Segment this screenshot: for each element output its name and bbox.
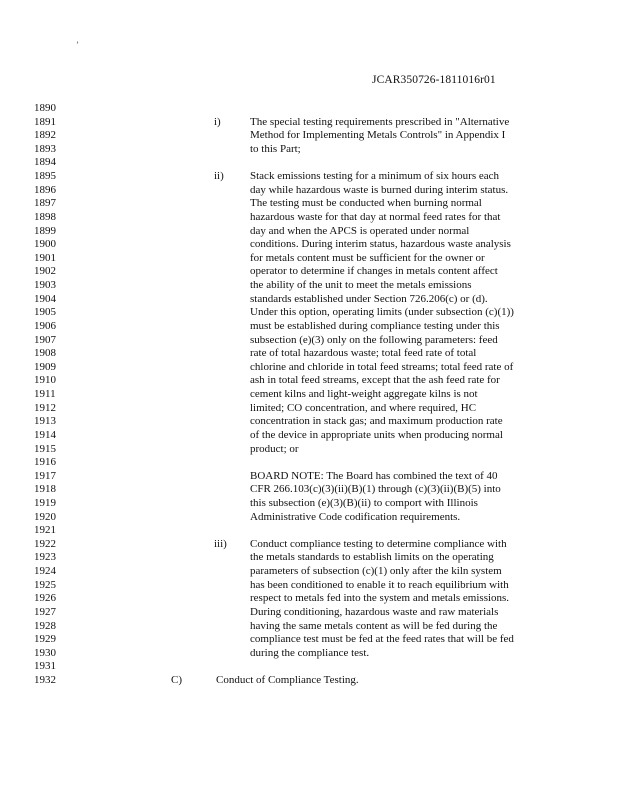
line-text: cement kilns and light-weight aggregate kilns is not xyxy=(250,388,478,401)
line-number: 1894 xyxy=(34,156,56,169)
line-number: 1905 xyxy=(34,306,56,319)
line-text: parameters of subsection (c)(1) only after the kiln system xyxy=(250,565,502,578)
line-text: ash in total feed streams, except that the ash feed rate for xyxy=(250,374,500,387)
line-text: Under this option, operating limits (under subsection (c)(1)) xyxy=(250,306,514,319)
line-text: concentration in stack gas; and maximum production rate xyxy=(250,415,503,428)
line-text: standards established under Section 726.206(c) or (d). xyxy=(250,292,488,305)
line-number: 1922 xyxy=(34,537,56,550)
text-line xyxy=(0,197,618,211)
line-text: must be established during compliance testing under this xyxy=(250,319,500,332)
line-number: 1899 xyxy=(34,224,56,237)
line-text: chlorine and chloride in total feed streams; total feed rate of xyxy=(250,360,514,373)
line-text: has been conditioned to enable it to reach equilibrium with xyxy=(250,578,509,591)
line-text: Administrative Code codification requirements. xyxy=(250,510,461,523)
line-number: 1892 xyxy=(34,129,56,142)
line-number: 1910 xyxy=(34,374,56,387)
text-line xyxy=(0,402,618,416)
line-number: 1928 xyxy=(34,619,56,632)
line-text: having the same metals content as will be fed during the xyxy=(250,619,498,632)
line-text: Method for Implementing Metals Controls" in Appendix I xyxy=(250,129,506,142)
line-number: 1917 xyxy=(34,469,56,482)
text-line xyxy=(0,647,618,661)
subsection-label: ii) xyxy=(214,170,224,183)
text-line xyxy=(0,674,618,688)
text-line xyxy=(0,592,618,606)
line-text: hazardous waste for that day at normal feed rates for that xyxy=(250,210,501,223)
text-line xyxy=(0,102,618,116)
subsection-label: i) xyxy=(214,115,221,128)
line-number: 1912 xyxy=(34,401,56,414)
line-number: 1901 xyxy=(34,251,56,264)
line-text: BOARD NOTE: The Board has combined the text of 40 xyxy=(250,469,498,482)
line-text: day while hazardous waste is burned during interim status. xyxy=(250,183,509,196)
line-number: 1902 xyxy=(34,265,56,278)
text-line xyxy=(0,374,618,388)
line-number: 1926 xyxy=(34,592,56,605)
line-text: operator to determine if changes in metals content affect xyxy=(250,265,498,278)
line-text: Conduct compliance testing to determine compliance with xyxy=(250,537,507,550)
text-line xyxy=(0,143,618,157)
line-text: the ability of the unit to meet the metals emissions xyxy=(250,279,472,292)
line-number: 1896 xyxy=(34,183,56,196)
line-number: 1900 xyxy=(34,238,56,251)
text-line xyxy=(0,633,618,647)
text-line xyxy=(0,156,618,170)
line-text: limited; CO concentration, and where required, HC xyxy=(250,401,477,414)
line-number: 1909 xyxy=(34,360,56,373)
text-line xyxy=(0,524,618,538)
line-number: 1929 xyxy=(34,633,56,646)
line-text: The special testing requirements prescribed in "Alternative xyxy=(250,115,510,128)
line-text: the metals standards to establish limits on the operating xyxy=(250,551,494,564)
line-number: 1897 xyxy=(34,197,56,210)
text-line xyxy=(0,293,618,307)
line-number: 1908 xyxy=(34,347,56,360)
line-number: 1916 xyxy=(34,456,56,469)
line-number: 1914 xyxy=(34,428,56,441)
text-line xyxy=(0,470,618,484)
line-number: 1919 xyxy=(34,496,56,509)
text-line xyxy=(0,415,618,429)
text-line xyxy=(0,538,618,552)
line-text: this subsection (e)(3)(B)(ii) to comport with Illinois xyxy=(250,496,478,509)
stray-mark: ’ xyxy=(76,40,79,50)
text-line xyxy=(0,361,618,375)
line-text: subsection (e)(3) only on the following parameters: feed xyxy=(250,333,498,346)
line-number: 1924 xyxy=(34,565,56,578)
line-text: During conditioning, hazardous waste and raw materials xyxy=(250,605,499,618)
text-line xyxy=(0,211,618,225)
line-number: 1920 xyxy=(34,510,56,523)
line-number: 1918 xyxy=(34,483,56,496)
text-line xyxy=(0,347,618,361)
line-text: Stack emissions testing for a minimum of six hours each xyxy=(250,170,499,183)
text-line xyxy=(0,551,618,565)
text-line xyxy=(0,443,618,457)
line-text: conditions. During interim status, hazardous waste analysis xyxy=(250,238,511,251)
line-number: 1921 xyxy=(34,524,56,537)
text-line xyxy=(0,579,618,593)
text-line xyxy=(0,279,618,293)
line-number: 1904 xyxy=(34,292,56,305)
text-line xyxy=(0,483,618,497)
line-number: 1903 xyxy=(34,279,56,292)
text-line xyxy=(0,238,618,252)
text-line xyxy=(0,565,618,579)
line-text: Conduct of Compliance Testing. xyxy=(216,674,359,687)
text-line xyxy=(0,620,618,634)
line-text: compliance test must be fed at the feed rates that will be fed xyxy=(250,633,514,646)
text-line xyxy=(0,660,618,674)
line-text: The testing must be conducted when burning normal xyxy=(250,197,482,210)
text-line xyxy=(0,429,618,443)
text-line xyxy=(0,334,618,348)
line-number: 1898 xyxy=(34,210,56,223)
text-line xyxy=(0,116,618,130)
text-line xyxy=(0,129,618,143)
text-line xyxy=(0,265,618,279)
line-text: of the device in appropriate units when producing normal xyxy=(250,428,503,441)
text-line xyxy=(0,511,618,525)
text-line xyxy=(0,306,618,320)
line-number: 1913 xyxy=(34,415,56,428)
line-number: 1890 xyxy=(34,102,56,114)
line-number: 1925 xyxy=(34,578,56,591)
line-text: during the compliance test. xyxy=(250,646,370,659)
line-number: 1932 xyxy=(34,674,56,687)
subsection-label: C) xyxy=(171,674,182,687)
line-number: 1911 xyxy=(34,388,56,401)
line-number: 1930 xyxy=(34,646,56,659)
line-number: 1907 xyxy=(34,333,56,346)
line-text: day and when the APCS is operated under normal xyxy=(250,224,470,237)
line-text: to this Part; xyxy=(250,142,301,155)
line-number: 1891 xyxy=(34,115,56,128)
line-number: 1906 xyxy=(34,319,56,332)
line-number: 1923 xyxy=(34,551,56,564)
line-text: for metals content must be sufficient for the owner or xyxy=(250,251,485,264)
text-line xyxy=(0,225,618,239)
line-number: 1927 xyxy=(34,605,56,618)
document-id-header: JCAR350726-1811016r01 xyxy=(372,74,496,86)
text-line xyxy=(0,320,618,334)
line-text: respect to metals fed into the system and metals emissions. xyxy=(250,592,510,605)
line-text: CFR 266.103(c)(3)(ii)(B)(1) through (c)(3)(ii)(B)(5) into xyxy=(250,483,501,496)
line-number: 1931 xyxy=(34,660,56,673)
subsection-label: iii) xyxy=(214,537,227,550)
text-line xyxy=(0,497,618,511)
text-line xyxy=(0,184,618,198)
text-line xyxy=(0,252,618,266)
line-text: product; or xyxy=(250,442,299,455)
text-line xyxy=(0,170,618,184)
line-number: 1893 xyxy=(34,142,56,155)
text-line xyxy=(0,388,618,402)
line-text: rate of total hazardous waste; total feed rate of total xyxy=(250,347,477,360)
line-number: 1895 xyxy=(34,170,56,183)
line-number: 1915 xyxy=(34,442,56,455)
text-line xyxy=(0,606,618,620)
text-line xyxy=(0,456,618,470)
